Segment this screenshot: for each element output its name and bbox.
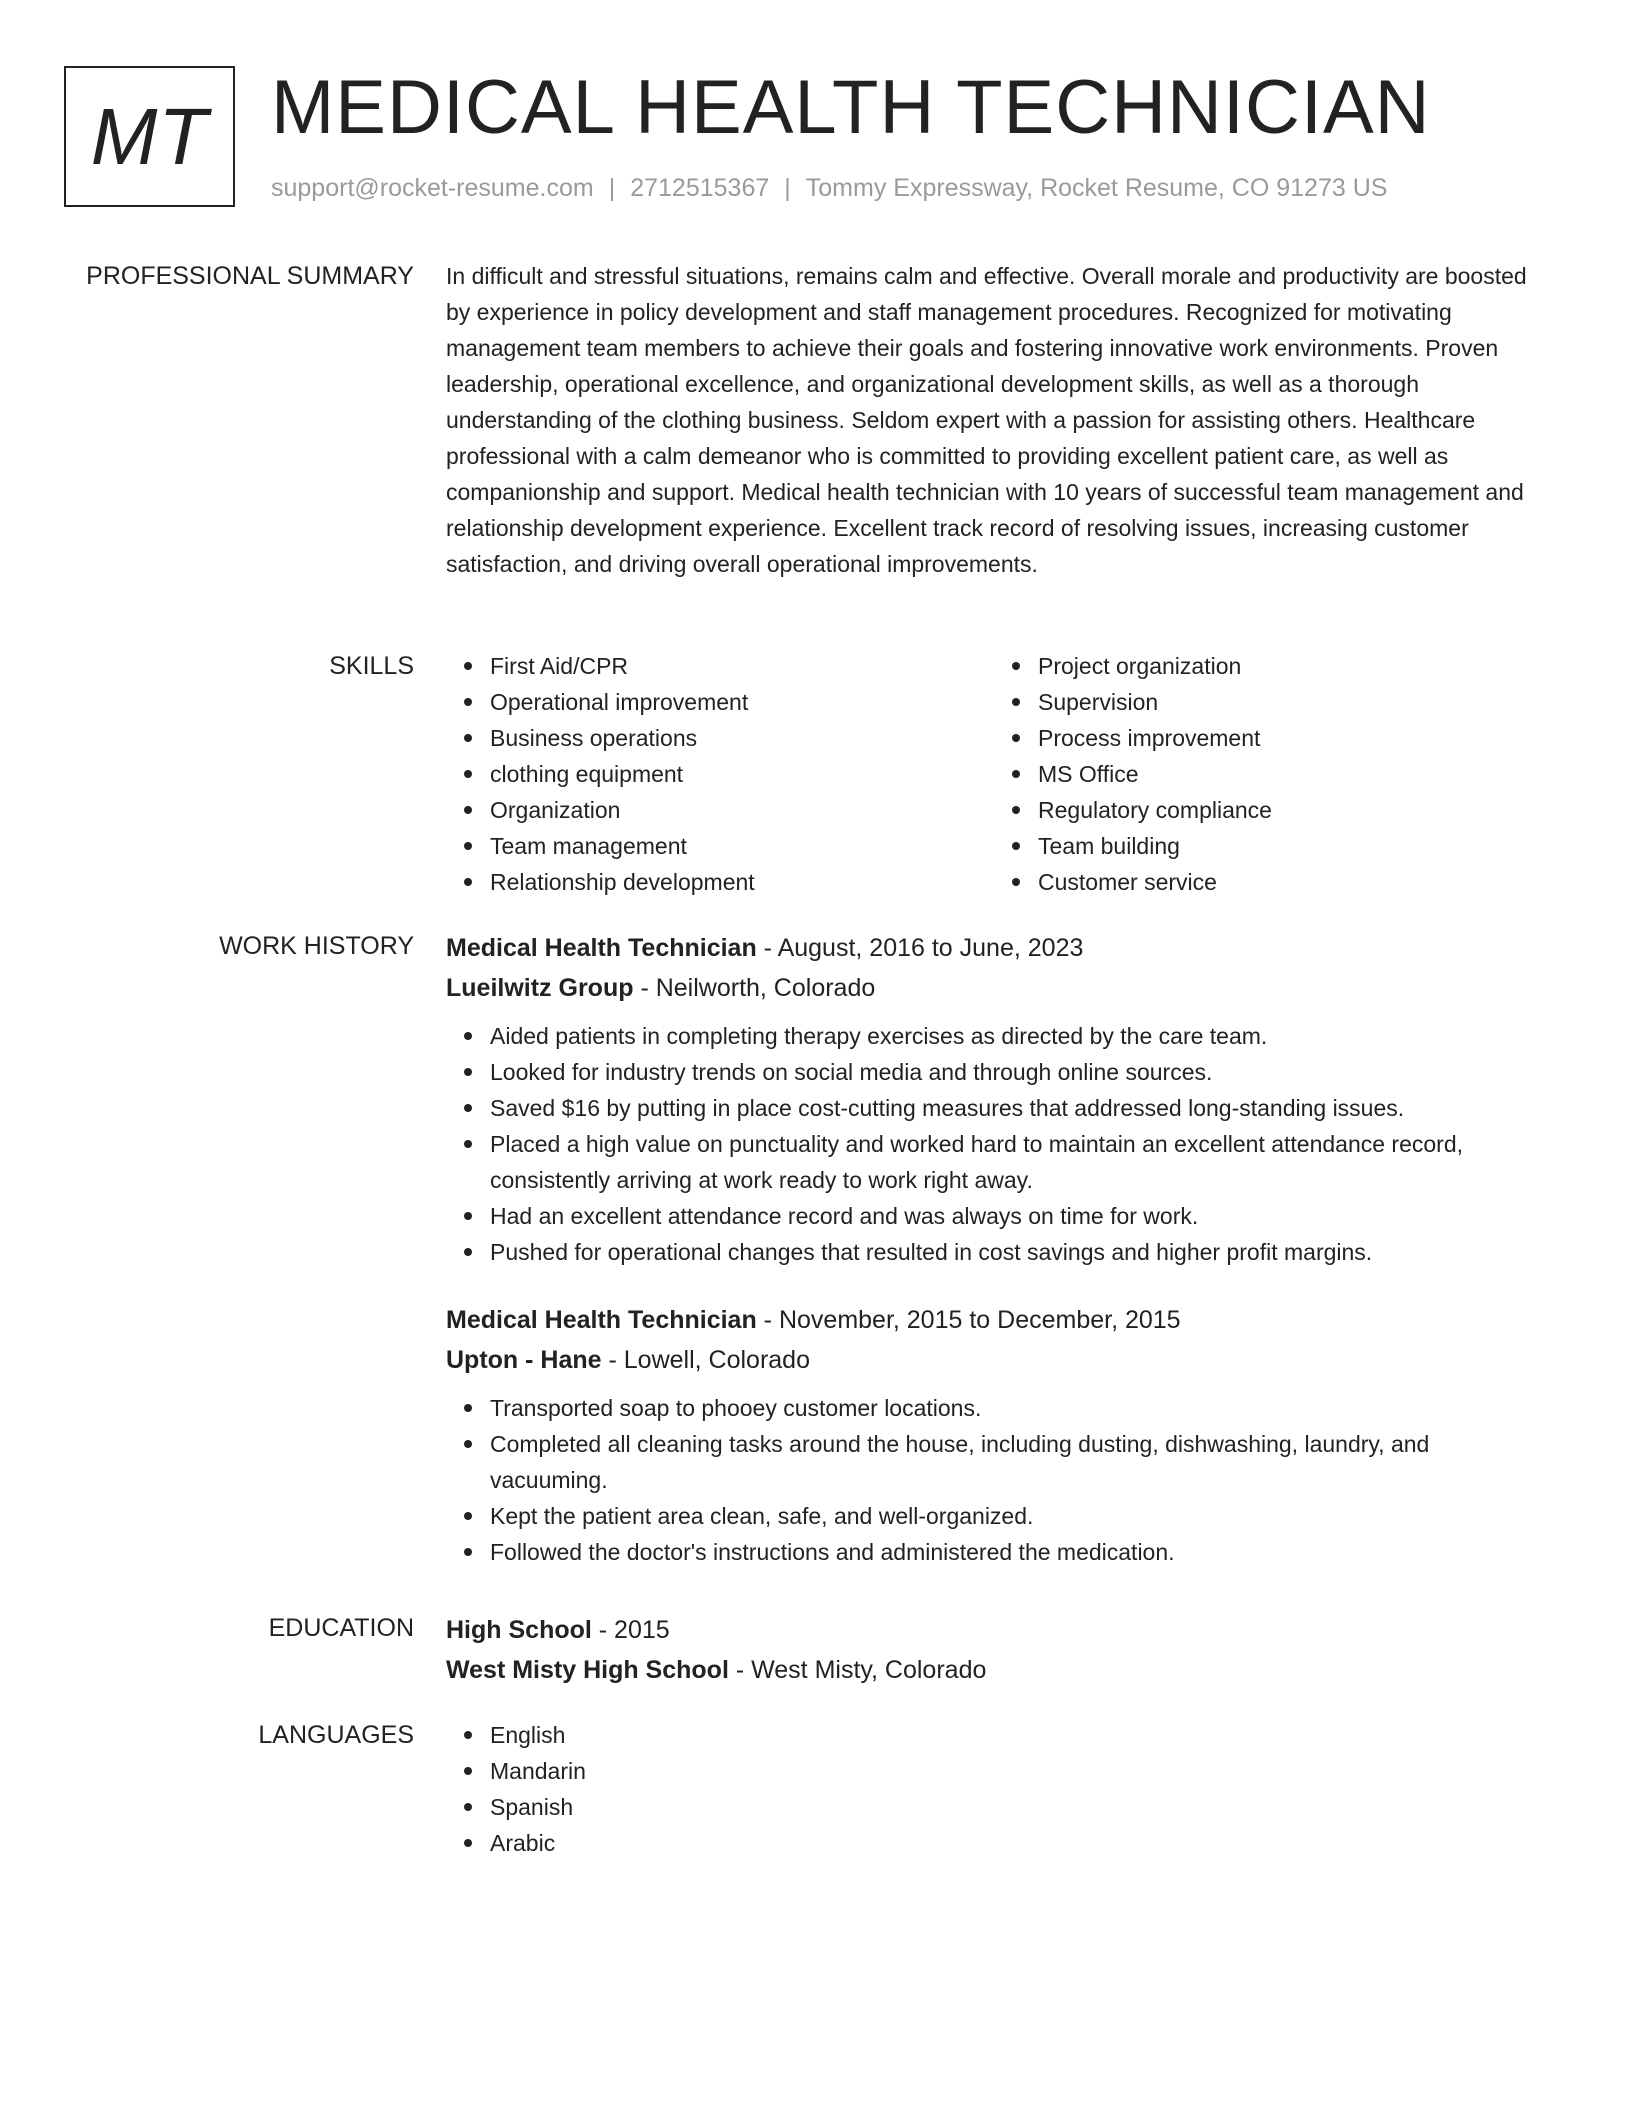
skill-item: Business operations	[490, 720, 994, 756]
job-bullet: Completed all cleaning tasks around the house, including dusting, dishwashing, laundry, and vacuuming.	[490, 1426, 1542, 1498]
skill-item: clothing equipment	[490, 756, 994, 792]
job-role: Medical Health Technician	[446, 934, 757, 962]
skill-item: Project organization	[1038, 648, 1542, 684]
job-title-line	[446, 928, 1542, 968]
skill-item: Organization	[490, 792, 994, 828]
job-bullet: Aided patients in completing therapy exercises as directed by the care team.	[490, 1018, 1542, 1054]
languages-body	[446, 1717, 1542, 1861]
job-location: - Neilworth, Colorado	[633, 974, 876, 1002]
contact-email: support@rocket-resume.com	[271, 174, 594, 202]
job-company: Lueilwitz Group	[446, 974, 634, 1002]
languages-list	[446, 1717, 1542, 1861]
job-role: Medical Health Technician	[446, 1306, 757, 1334]
job-location: - Lowell, Colorado	[601, 1346, 810, 1374]
education-degree: High School	[446, 1616, 592, 1644]
job-bullet: Had an excellent attendance record and was always on time for work.	[490, 1198, 1542, 1234]
job-bullet: Transported soap to phooey customer locations.	[490, 1390, 1542, 1426]
section-title-skills: SKILLS	[329, 652, 414, 680]
contact-separator: |	[784, 174, 791, 202]
job-bullet: Saved $16 by putting in place cost-cutting measures that addressed long-standing issues.	[490, 1090, 1542, 1126]
skills-body	[446, 648, 1542, 900]
work-history-body	[446, 928, 1542, 1600]
contact-address: Tommy Expressway, Rocket Resume, CO 91273 US	[805, 174, 1388, 202]
summary-body	[446, 258, 1542, 582]
language-item: Arabic	[490, 1825, 1542, 1861]
skill-item: Relationship development	[490, 864, 994, 900]
skills-list-right	[994, 648, 1542, 900]
job-entry	[446, 928, 1542, 1270]
contact-phone: 2712515367	[630, 174, 770, 202]
job-bullets	[446, 1018, 1542, 1270]
skills-list-left	[446, 648, 994, 900]
job-bullet: Pushed for operational changes that resulted in cost savings and higher profit margins.	[490, 1234, 1542, 1270]
education-year: - 2015	[591, 1616, 670, 1644]
section-title-education: EDUCATION	[268, 1614, 414, 1642]
candidate-name: MEDICAL HEALTH TECHNICIAN	[271, 65, 1431, 150]
summary-text: In difficult and stressful situations, remains calm and effective. Overall morale and productivity are boosted by experience in policy development and staff management procedures. Recognized for motivating management team members to achieve their goals and fostering innovative work environments. Proven leadership, operational excellence, and organizational development skills, as well as a thorough understanding of the clothing business. Seldom expert with a passion for assisting others. Healthcare professional with a calm demeanor who is committed to providing excellent patient care, as well as companionship and support. Medical health technician with 10 years of successful team management and relationship development experience. Excellent track record of resolving issues, increasing customer satisfaction, and driving overall operational improvements.	[446, 263, 1527, 577]
education-body	[446, 1610, 1542, 1690]
job-title-line	[446, 1300, 1542, 1340]
job-bullet: Followed the doctor's instructions and administered the medication.	[490, 1534, 1542, 1570]
job-bullet: Placed a high value on punctuality and worked hard to maintain an excellent attendance record, consistently arriving at work ready to work right away.	[490, 1126, 1542, 1198]
skill-item: First Aid/CPR	[490, 648, 994, 684]
education-school-line	[446, 1650, 1542, 1690]
monogram-badge: MT	[64, 66, 235, 207]
skill-item: MS Office	[1038, 756, 1542, 792]
skill-item: Customer service	[1038, 864, 1542, 900]
education-degree-line	[446, 1610, 1542, 1650]
language-item: Mandarin	[490, 1753, 1542, 1789]
language-item: Spanish	[490, 1789, 1542, 1825]
skill-item: Regulatory compliance	[1038, 792, 1542, 828]
skill-item: Team management	[490, 828, 994, 864]
education-location: - West Misty, Colorado	[728, 1656, 987, 1684]
section-title-summary: PROFESSIONAL SUMMARY	[86, 262, 414, 290]
contact-line	[271, 174, 1387, 203]
skill-item: Supervision	[1038, 684, 1542, 720]
job-company-line	[446, 1340, 1542, 1380]
skill-item: Team building	[1038, 828, 1542, 864]
contact-separator: |	[608, 174, 616, 202]
section-title-work-history: WORK HISTORY	[219, 932, 414, 960]
job-company: Upton - Hane	[446, 1346, 602, 1374]
job-bullets	[446, 1390, 1542, 1570]
job-bullet: Looked for industry trends on social media and through online sources.	[490, 1054, 1542, 1090]
section-title-languages: LANGUAGES	[258, 1721, 414, 1749]
skill-item: Process improvement	[1038, 720, 1542, 756]
job-dates: - November, 2015 to December, 2015	[756, 1306, 1181, 1334]
job-dates: - August, 2016 to June, 2023	[756, 934, 1084, 962]
job-bullet: Kept the patient area clean, safe, and well-organized.	[490, 1498, 1542, 1534]
job-entry	[446, 1300, 1542, 1570]
resume-header	[64, 66, 1564, 216]
skill-item: Operational improvement	[490, 684, 994, 720]
job-company-line	[446, 968, 1542, 1008]
language-item: English	[490, 1717, 1542, 1753]
education-school: West Misty High School	[446, 1656, 729, 1684]
